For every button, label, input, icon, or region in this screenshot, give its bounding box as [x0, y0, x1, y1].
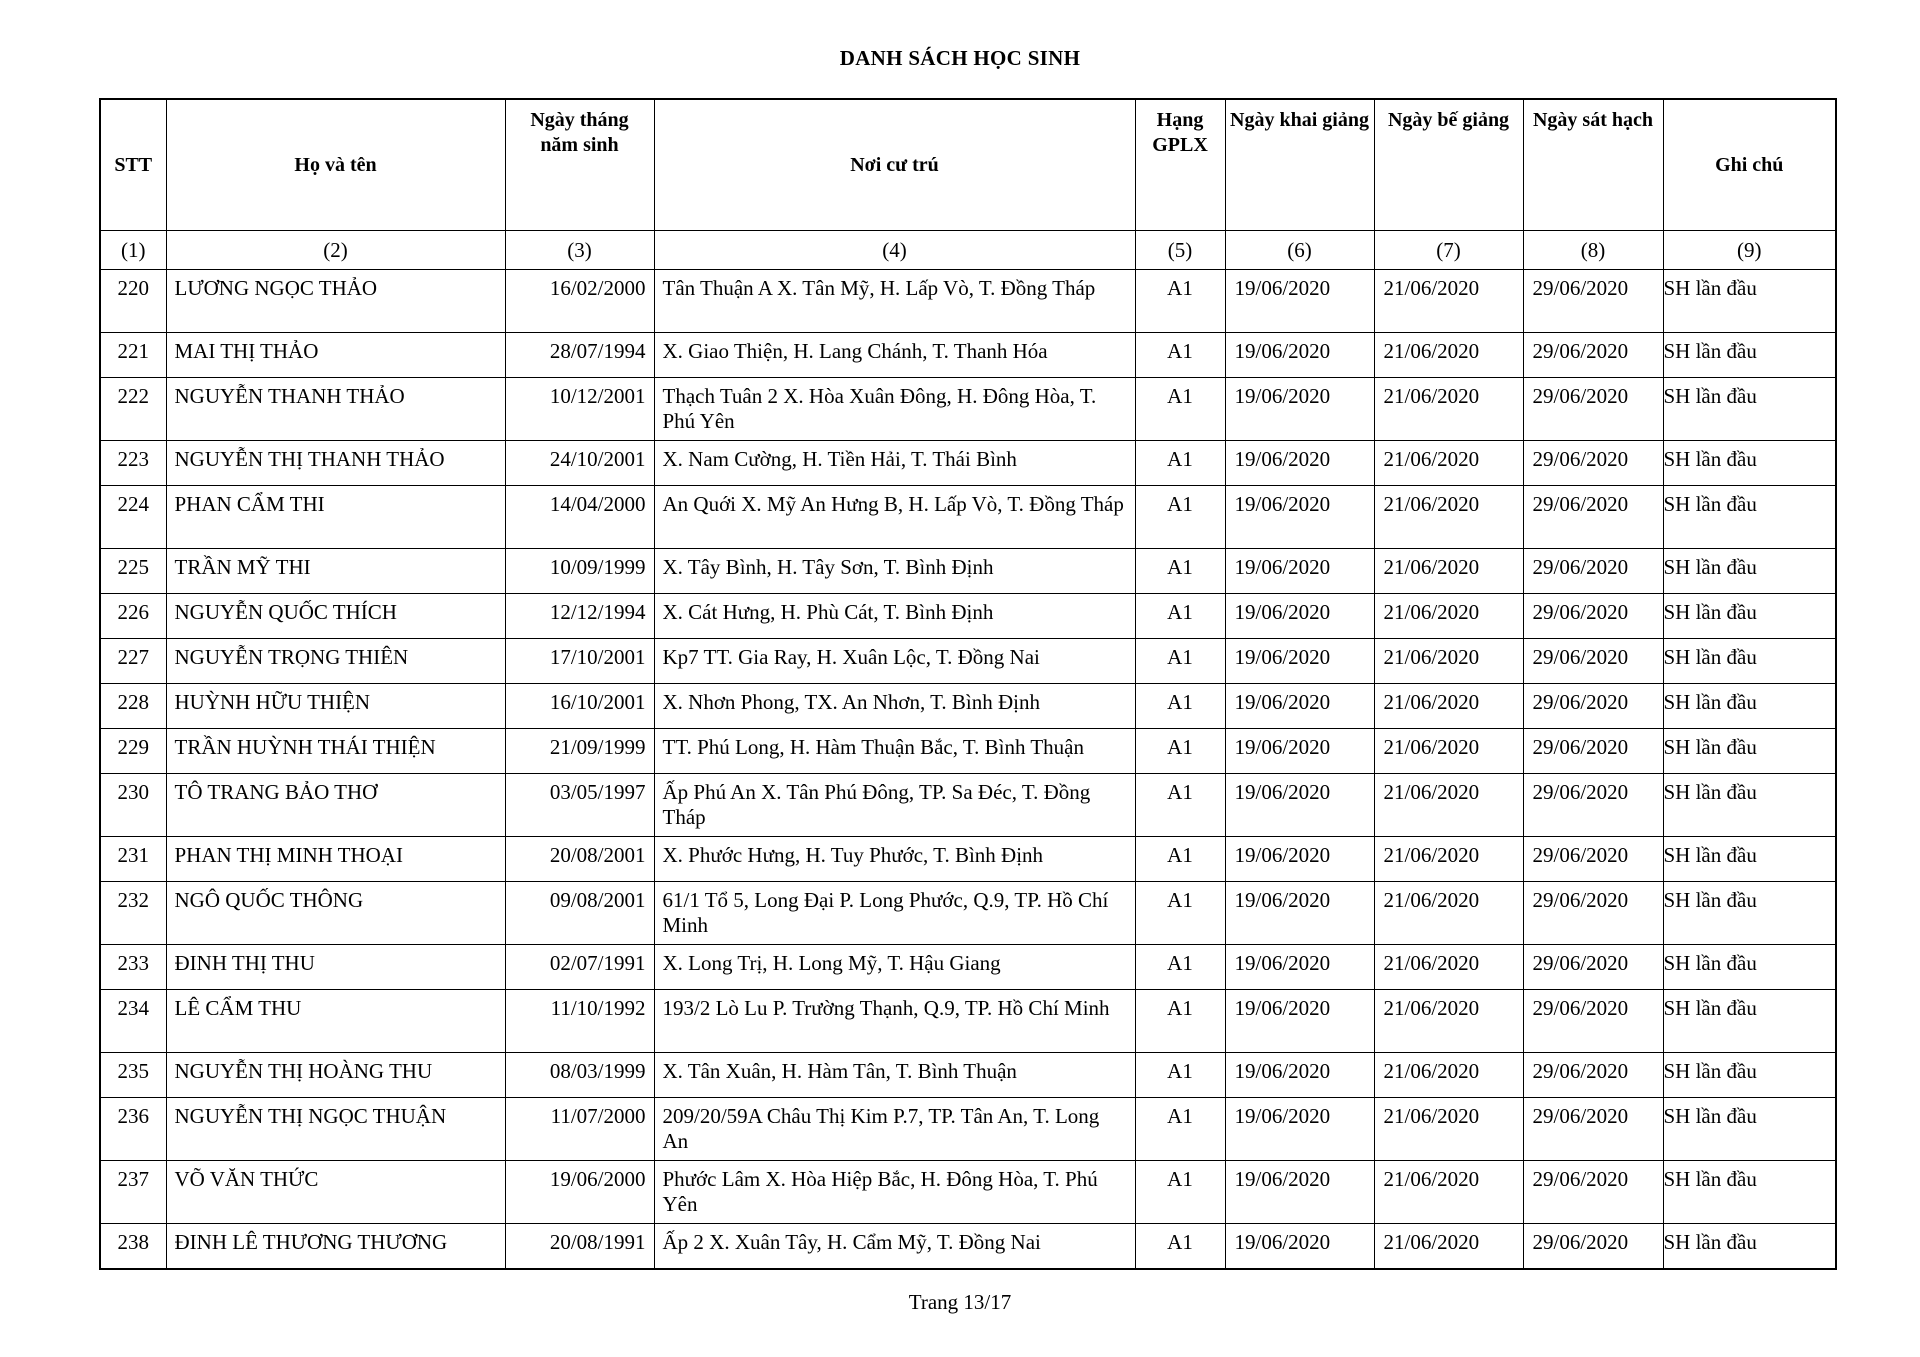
row-note: SH lần đầu	[1663, 1224, 1836, 1269]
row-exam-date: 29/06/2020	[1523, 594, 1663, 639]
row-note: SH lần đầu	[1663, 549, 1836, 594]
row-license-class: A1	[1135, 549, 1225, 594]
column-number: (4)	[654, 231, 1135, 270]
row-name: MAI THỊ THẢO	[166, 333, 505, 378]
row-opening-date: 19/06/2020	[1225, 378, 1374, 441]
row-opening-date: 19/06/2020	[1225, 333, 1374, 378]
header-address: Nơi cư trú	[654, 99, 1135, 231]
row-license-class: A1	[1135, 1161, 1225, 1224]
table-row	[100, 774, 1836, 837]
row-exam-date: 29/06/2020	[1523, 1161, 1663, 1224]
row-stt: 238	[100, 1224, 166, 1269]
row-opening-date: 19/06/2020	[1225, 837, 1374, 882]
header-stt: STT	[100, 99, 166, 231]
column-number: (6)	[1225, 231, 1374, 270]
row-stt: 233	[100, 945, 166, 990]
row-name: NGUYỄN THỊ HOÀNG THU	[166, 1053, 505, 1098]
row-closing-date: 21/06/2020	[1374, 684, 1523, 729]
row-address: X. Nam Cường, H. Tiền Hải, T. Thái Bình	[654, 441, 1135, 486]
row-birth-date: 20/08/1991	[505, 1224, 654, 1269]
row-birth-date: 14/04/2000	[505, 486, 654, 549]
table-body	[100, 270, 1836, 1269]
row-note: SH lần đầu	[1663, 1053, 1836, 1098]
row-closing-date: 21/06/2020	[1374, 774, 1523, 837]
row-opening-date: 19/06/2020	[1225, 594, 1374, 639]
column-number: (9)	[1663, 231, 1836, 270]
header-name: Họ và tên	[166, 99, 505, 231]
table-row	[100, 639, 1836, 684]
row-license-class: A1	[1135, 1224, 1225, 1269]
row-closing-date: 21/06/2020	[1374, 1161, 1523, 1224]
row-note: SH lần đầu	[1663, 684, 1836, 729]
row-license-class: A1	[1135, 594, 1225, 639]
row-exam-date: 29/06/2020	[1523, 270, 1663, 333]
column-number: (5)	[1135, 231, 1225, 270]
row-address: 193/2 Lò Lu P. Trường Thạnh, Q.9, TP. Hồ Chí Minh	[654, 990, 1135, 1053]
row-note: SH lần đầu	[1663, 729, 1836, 774]
row-closing-date: 21/06/2020	[1374, 1224, 1523, 1269]
student-list-table	[99, 98, 1837, 1270]
row-closing-date: 21/06/2020	[1374, 990, 1523, 1053]
row-opening-date: 19/06/2020	[1225, 882, 1374, 945]
header-note: Ghi chú	[1663, 99, 1836, 231]
row-address: X. Long Trị, H. Long Mỹ, T. Hậu Giang	[654, 945, 1135, 990]
row-opening-date: 19/06/2020	[1225, 945, 1374, 990]
row-birth-date: 12/12/1994	[505, 594, 654, 639]
table-row	[100, 1053, 1836, 1098]
row-stt: 231	[100, 837, 166, 882]
row-exam-date: 29/06/2020	[1523, 639, 1663, 684]
row-name: NGUYỄN TRỌNG THIÊN	[166, 639, 505, 684]
row-note: SH lần đầu	[1663, 1098, 1836, 1161]
row-exam-date: 29/06/2020	[1523, 549, 1663, 594]
row-opening-date: 19/06/2020	[1225, 1098, 1374, 1161]
row-name: NGUYỄN THANH THẢO	[166, 378, 505, 441]
table-row	[100, 549, 1836, 594]
row-birth-date: 19/06/2000	[505, 1161, 654, 1224]
row-stt: 228	[100, 684, 166, 729]
row-name: LÊ CẨM THU	[166, 990, 505, 1053]
row-license-class: A1	[1135, 270, 1225, 333]
row-note: SH lần đầu	[1663, 945, 1836, 990]
table-row	[100, 684, 1836, 729]
row-address: An Quới X. Mỹ An Hưng B, H. Lấp Vò, T. Đồng Tháp	[654, 486, 1135, 549]
row-license-class: A1	[1135, 1098, 1225, 1161]
row-stt: 224	[100, 486, 166, 549]
table-row	[100, 945, 1836, 990]
row-name: TRẦN HUỲNH THÁI THIỆN	[166, 729, 505, 774]
column-number: (2)	[166, 231, 505, 270]
row-note: SH lần đầu	[1663, 441, 1836, 486]
header-opening-date: Ngày khai giảng	[1225, 99, 1374, 231]
table-row	[100, 1224, 1836, 1269]
row-birth-date: 17/10/2001	[505, 639, 654, 684]
table-row	[100, 441, 1836, 486]
row-birth-date: 21/09/1999	[505, 729, 654, 774]
row-closing-date: 21/06/2020	[1374, 837, 1523, 882]
row-exam-date: 29/06/2020	[1523, 378, 1663, 441]
table-row	[100, 729, 1836, 774]
row-exam-date: 29/06/2020	[1523, 1224, 1663, 1269]
row-note: SH lần đầu	[1663, 270, 1836, 333]
row-closing-date: 21/06/2020	[1374, 594, 1523, 639]
row-stt: 222	[100, 378, 166, 441]
row-exam-date: 29/06/2020	[1523, 333, 1663, 378]
row-address: X. Giao Thiện, H. Lang Chánh, T. Thanh Hóa	[654, 333, 1135, 378]
row-birth-date: 11/07/2000	[505, 1098, 654, 1161]
column-number: (3)	[505, 231, 654, 270]
row-stt: 236	[100, 1098, 166, 1161]
row-exam-date: 29/06/2020	[1523, 882, 1663, 945]
row-note: SH lần đầu	[1663, 882, 1836, 945]
row-opening-date: 19/06/2020	[1225, 1053, 1374, 1098]
row-birth-date: 16/02/2000	[505, 270, 654, 333]
header-license-class: Hạng GPLX	[1135, 99, 1225, 231]
column-number: (1)	[100, 231, 166, 270]
row-stt: 229	[100, 729, 166, 774]
row-note: SH lần đầu	[1663, 837, 1836, 882]
row-stt: 230	[100, 774, 166, 837]
row-exam-date: 29/06/2020	[1523, 441, 1663, 486]
table-row	[100, 594, 1836, 639]
row-license-class: A1	[1135, 882, 1225, 945]
row-license-class: A1	[1135, 729, 1225, 774]
table-row	[100, 837, 1836, 882]
row-closing-date: 21/06/2020	[1374, 729, 1523, 774]
row-stt: 225	[100, 549, 166, 594]
row-closing-date: 21/06/2020	[1374, 441, 1523, 486]
row-name: TÔ TRANG BẢO THƠ	[166, 774, 505, 837]
header-dob: Ngày tháng năm sinh	[505, 99, 654, 231]
row-name: NGÔ QUỐC THÔNG	[166, 882, 505, 945]
row-license-class: A1	[1135, 945, 1225, 990]
row-opening-date: 19/06/2020	[1225, 729, 1374, 774]
table-row	[100, 486, 1836, 549]
table-row	[100, 270, 1836, 333]
row-exam-date: 29/06/2020	[1523, 486, 1663, 549]
row-birth-date: 03/05/1997	[505, 774, 654, 837]
row-license-class: A1	[1135, 774, 1225, 837]
row-stt: 235	[100, 1053, 166, 1098]
row-name: ĐINH LÊ THƯƠNG THƯƠNG	[166, 1224, 505, 1269]
row-closing-date: 21/06/2020	[1374, 270, 1523, 333]
row-birth-date: 10/12/2001	[505, 378, 654, 441]
table-row	[100, 882, 1836, 945]
row-address: X. Nhơn Phong, TX. An Nhơn, T. Bình Định	[654, 684, 1135, 729]
table-row	[100, 990, 1836, 1053]
row-opening-date: 19/06/2020	[1225, 549, 1374, 594]
row-closing-date: 21/06/2020	[1374, 1053, 1523, 1098]
row-name: LƯƠNG NGỌC THẢO	[166, 270, 505, 333]
row-note: SH lần đầu	[1663, 486, 1836, 549]
row-birth-date: 24/10/2001	[505, 441, 654, 486]
row-note: SH lần đầu	[1663, 1161, 1836, 1224]
row-exam-date: 29/06/2020	[1523, 1098, 1663, 1161]
row-note: SH lần đầu	[1663, 594, 1836, 639]
row-license-class: A1	[1135, 684, 1225, 729]
row-note: SH lần đầu	[1663, 639, 1836, 684]
row-exam-date: 29/06/2020	[1523, 1053, 1663, 1098]
row-note: SH lần đầu	[1663, 990, 1836, 1053]
row-stt: 237	[100, 1161, 166, 1224]
row-exam-date: 29/06/2020	[1523, 684, 1663, 729]
row-opening-date: 19/06/2020	[1225, 486, 1374, 549]
column-number: (7)	[1374, 231, 1523, 270]
row-license-class: A1	[1135, 486, 1225, 549]
row-address: Phước Lâm X. Hòa Hiệp Bắc, H. Đông Hòa, T. Phú Yên	[654, 1161, 1135, 1224]
row-address: Kp7 TT. Gia Ray, H. Xuân Lộc, T. Đồng Nai	[654, 639, 1135, 684]
row-opening-date: 19/06/2020	[1225, 774, 1374, 837]
row-note: SH lần đầu	[1663, 333, 1836, 378]
row-birth-date: 20/08/2001	[505, 837, 654, 882]
row-name: PHAN CẨM THI	[166, 486, 505, 549]
row-opening-date: 19/06/2020	[1225, 441, 1374, 486]
row-birth-date: 16/10/2001	[505, 684, 654, 729]
row-address: 61/1 Tổ 5, Long Đại P. Long Phước, Q.9, TP. Hồ Chí Minh	[654, 882, 1135, 945]
row-license-class: A1	[1135, 333, 1225, 378]
table-row	[100, 1161, 1836, 1224]
row-stt: 226	[100, 594, 166, 639]
row-exam-date: 29/06/2020	[1523, 945, 1663, 990]
row-exam-date: 29/06/2020	[1523, 774, 1663, 837]
row-address: Ấp 2 X. Xuân Tây, H. Cẩm Mỹ, T. Đồng Nai	[654, 1224, 1135, 1269]
row-name: NGUYỄN THỊ THANH THẢO	[166, 441, 505, 486]
row-birth-date: 08/03/1999	[505, 1053, 654, 1098]
row-address: X. Cát Hưng, H. Phù Cát, T. Bình Định	[654, 594, 1135, 639]
row-closing-date: 21/06/2020	[1374, 882, 1523, 945]
row-opening-date: 19/06/2020	[1225, 639, 1374, 684]
header-exam-date: Ngày sát hạch	[1523, 99, 1663, 231]
header-closing-date: Ngày bế giảng	[1374, 99, 1523, 231]
header-row	[100, 99, 1836, 231]
row-address: 209/20/59A Châu Thị Kim P.7, TP. Tân An, T. Long An	[654, 1098, 1135, 1161]
page-number: Trang 13/17	[908, 1290, 1012, 1314]
row-opening-date: 19/06/2020	[1225, 1224, 1374, 1269]
row-name: TRẦN MỸ THI	[166, 549, 505, 594]
row-closing-date: 21/06/2020	[1374, 945, 1523, 990]
row-closing-date: 21/06/2020	[1374, 486, 1523, 549]
row-closing-date: 21/06/2020	[1374, 333, 1523, 378]
row-birth-date: 02/07/1991	[505, 945, 654, 990]
row-name: NGUYỄN THỊ NGỌC THUẬN	[166, 1098, 505, 1161]
row-name: VÕ VĂN THỨC	[166, 1161, 505, 1224]
row-closing-date: 21/06/2020	[1374, 1098, 1523, 1161]
row-closing-date: 21/06/2020	[1374, 639, 1523, 684]
column-number: (8)	[1523, 231, 1663, 270]
row-address: Thạch Tuân 2 X. Hòa Xuân Đông, H. Đông Hòa, T. Phú Yên	[654, 378, 1135, 441]
row-address: X. Tân Xuân, H. Hàm Tân, T. Bình Thuận	[654, 1053, 1135, 1098]
row-address: Ấp Phú An X. Tân Phú Đông, TP. Sa Đéc, T. Đồng Tháp	[654, 774, 1135, 837]
row-birth-date: 10/09/1999	[505, 549, 654, 594]
row-note: SH lần đầu	[1663, 774, 1836, 837]
row-name: ĐINH THỊ THU	[166, 945, 505, 990]
row-stt: 223	[100, 441, 166, 486]
row-name: PHAN THỊ MINH THOẠI	[166, 837, 505, 882]
row-address: X. Phước Hưng, H. Tuy Phước, T. Bình Định	[654, 837, 1135, 882]
row-license-class: A1	[1135, 378, 1225, 441]
table-row	[100, 333, 1836, 378]
row-address: X. Tây Bình, H. Tây Sơn, T. Bình Định	[654, 549, 1135, 594]
row-closing-date: 21/06/2020	[1374, 378, 1523, 441]
row-stt: 234	[100, 990, 166, 1053]
row-license-class: A1	[1135, 441, 1225, 486]
row-exam-date: 29/06/2020	[1523, 837, 1663, 882]
row-stt: 227	[100, 639, 166, 684]
row-birth-date: 09/08/2001	[505, 882, 654, 945]
row-note: SH lần đầu	[1663, 378, 1836, 441]
row-opening-date: 19/06/2020	[1225, 1161, 1374, 1224]
row-license-class: A1	[1135, 639, 1225, 684]
row-birth-date: 28/07/1994	[505, 333, 654, 378]
row-closing-date: 21/06/2020	[1374, 549, 1523, 594]
document-title: DANH SÁCH HỌC SINH	[839, 46, 1081, 70]
table-row	[100, 1098, 1836, 1161]
row-opening-date: 19/06/2020	[1225, 990, 1374, 1053]
row-license-class: A1	[1135, 990, 1225, 1053]
row-stt: 221	[100, 333, 166, 378]
row-stt: 220	[100, 270, 166, 333]
row-address: Tân Thuận A X. Tân Mỹ, H. Lấp Vò, T. Đồng Tháp	[654, 270, 1135, 333]
row-name: HUỲNH HỮU THIỆN	[166, 684, 505, 729]
row-name: NGUYỄN QUỐC THÍCH	[166, 594, 505, 639]
table-row	[100, 378, 1836, 441]
row-stt: 232	[100, 882, 166, 945]
row-license-class: A1	[1135, 837, 1225, 882]
row-license-class: A1	[1135, 1053, 1225, 1098]
row-opening-date: 19/06/2020	[1225, 684, 1374, 729]
row-exam-date: 29/06/2020	[1523, 729, 1663, 774]
row-address: TT. Phú Long, H. Hàm Thuận Bắc, T. Bình Thuận	[654, 729, 1135, 774]
column-number-row	[100, 231, 1836, 270]
row-exam-date: 29/06/2020	[1523, 990, 1663, 1053]
row-opening-date: 19/06/2020	[1225, 270, 1374, 333]
row-birth-date: 11/10/1992	[505, 990, 654, 1053]
